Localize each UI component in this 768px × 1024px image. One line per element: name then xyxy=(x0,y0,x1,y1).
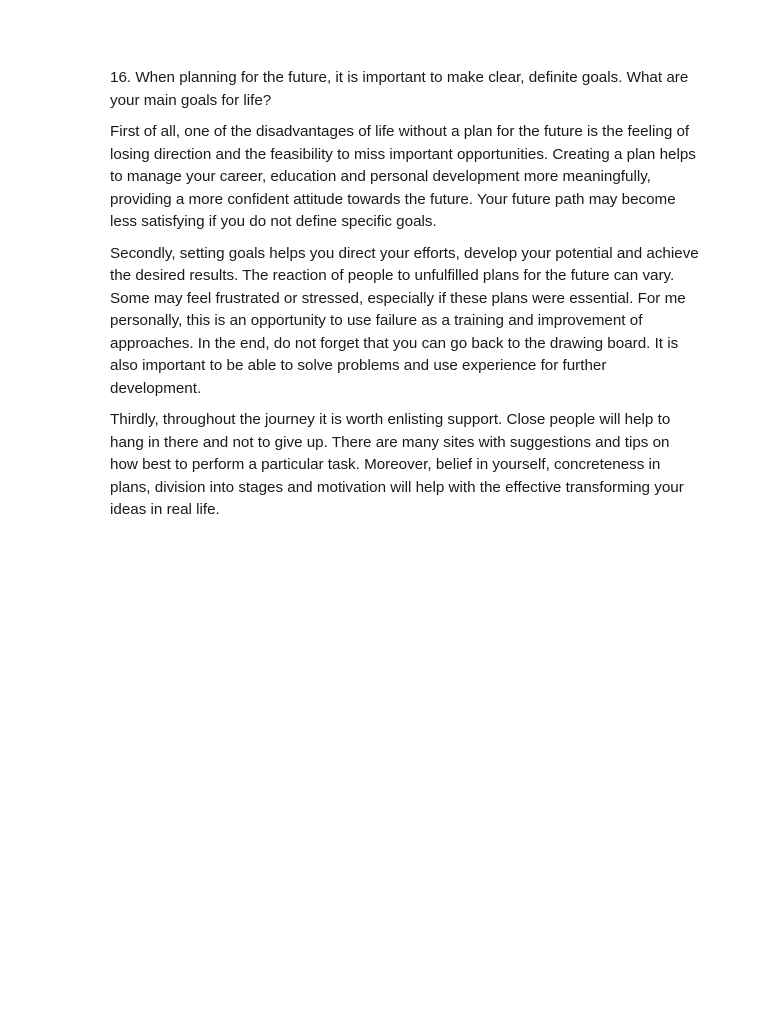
paragraph-third: Thirdly, throughout the journey it is worth enlisting support. Close people will help to hang in there and not to give up. There are many sites with suggestions and tips on how best to perform a particular task. Moreover, belief in yourself, concreteness in plans, division into stages and motivation will help with the effective transforming your ideas in real life. xyxy=(110,411,684,518)
paragraph-first: First of all, one of the disadvantages of life without a plan for the future is the feeling of losing direction and the feasibility to miss important opportunities. Creating a plan helps to manage your career, education and personal development more meaningfully, providing a more confident attitude towards the future. Your future path may become less satisfying if you do not define specific goals. xyxy=(110,123,696,230)
paragraph-second: Secondly, setting goals helps you direct your efforts, develop your potential and achieve the desired results. The reaction of people to unfulfilled plans for the future can vary. Some may feel frustrated or stressed, especially if these plans were essential. For me personally, this is an opportunity to use failure as a training and improvement of approaches. In the end, do not forget that you can go back to the drawing board. It is also important to be able to solve problems and use experience for further development. xyxy=(110,244,699,397)
question-paragraph: 16. When planning for the future, it is important to make clear, definite goals. What are your main goals for life? xyxy=(110,69,689,109)
document-body xyxy=(110,67,700,531)
